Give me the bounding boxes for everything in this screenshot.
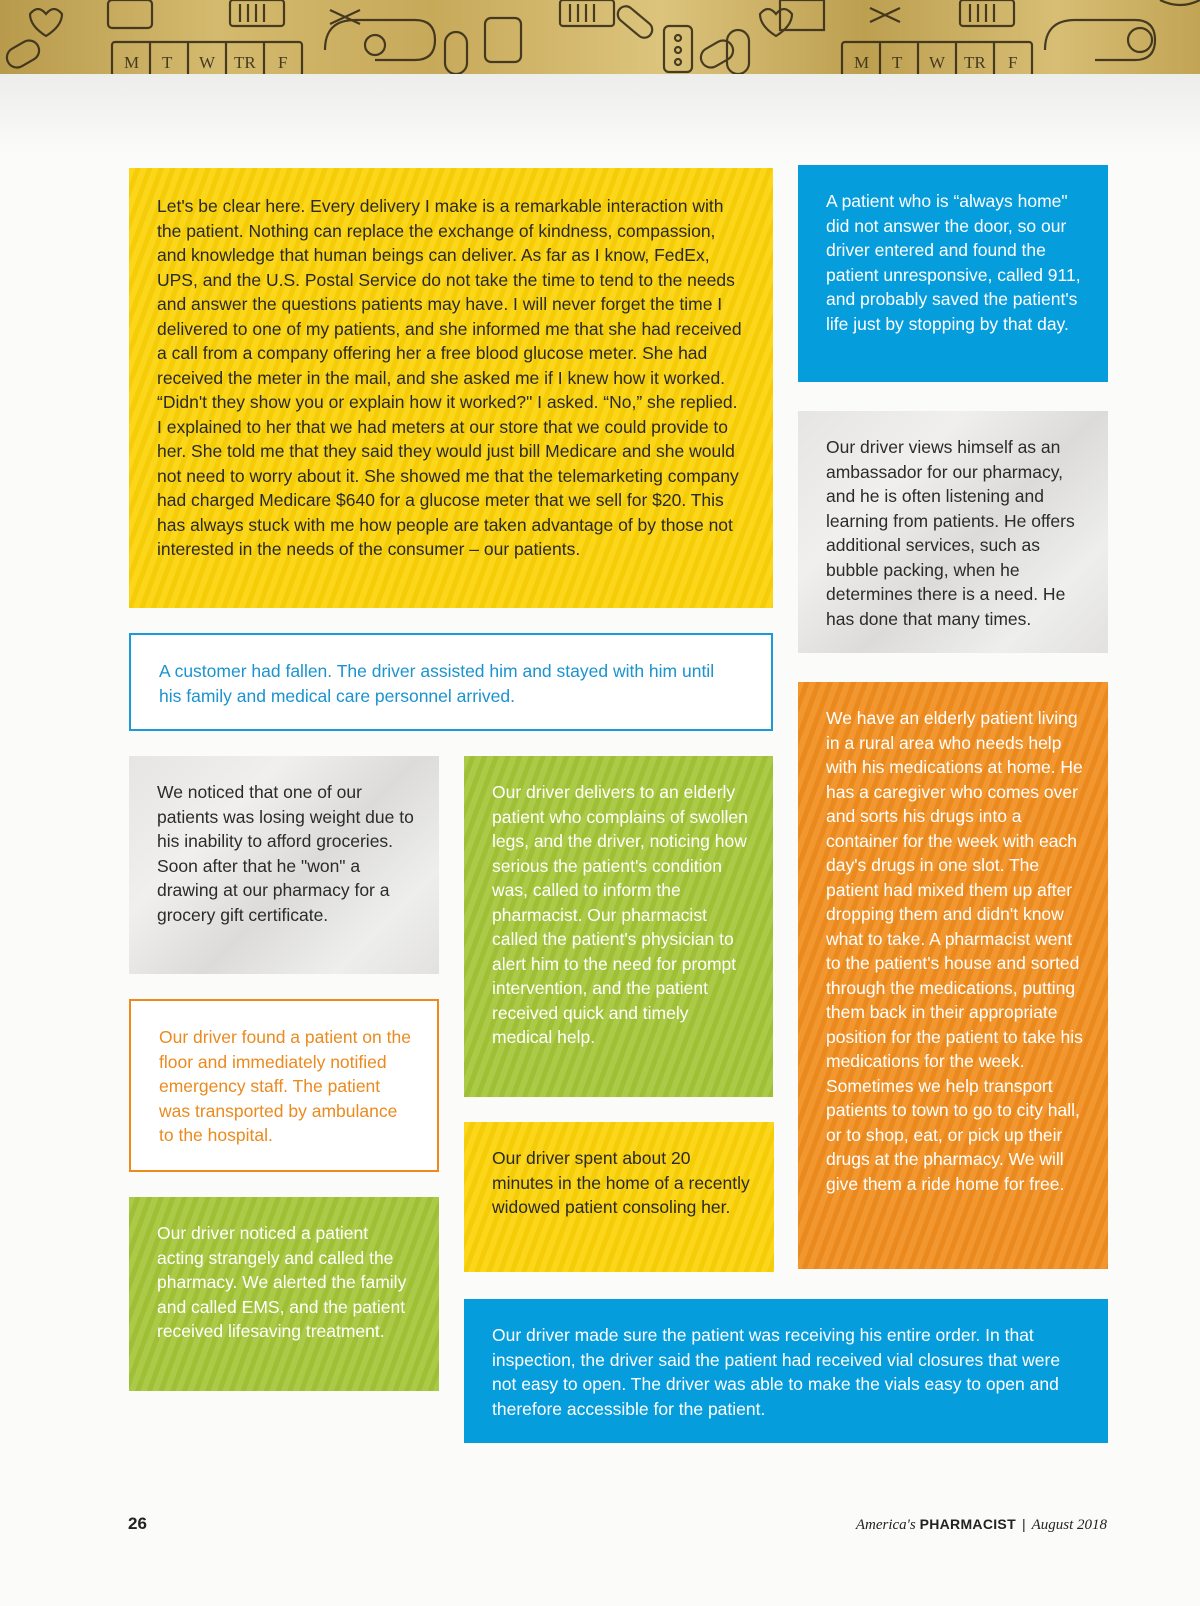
story-box-swollen-legs <box>464 756 773 1097</box>
story-box-main <box>129 168 773 608</box>
banner-shadow <box>0 74 1200 154</box>
magazine-name: PHARMACIST <box>919 1516 1016 1532</box>
story-box-vial-closures <box>464 1299 1108 1443</box>
weekday-letter: T <box>162 53 173 72</box>
story-text: Our driver spent about 20 minutes in the home of a recently widowed patient consoling her. <box>492 1148 750 1217</box>
story-text: We have an elderly patient living in a rural area who needs help with his medications at home. He has a caregiver who comes over and sorts his drugs into a container for the week with each day's drugs in one slot. The patient had mixed them up after dropping them and didn't know what to take. A pharmacist went to the patient's house and sorted through the medications, putting them back in their appropriate position for the patient to take his medications for the week. Sometimes we help transport patients to town to go to city hall, or to shop, eat, or pick up their drugs at the pharmacy. We will give them a ride home for free. <box>826 708 1083 1194</box>
header-banner <box>0 0 1200 74</box>
weekday-letter: W <box>199 53 216 72</box>
weekday-letter: F <box>1008 53 1018 72</box>
story-box-losing-weight <box>129 756 439 974</box>
story-text: A patient who is “always home" did not answer the door, so our driver entered and found the patient unresponsive, called 911, and probably saved the patient's life just by stopping by that day. <box>826 191 1081 334</box>
story-box-rural-patient <box>798 682 1108 1269</box>
story-text: Our driver noticed a patient acting strangely and called the pharmacy. We alerted the family and called EMS, and the patient received lifesaving treatment. <box>157 1223 407 1341</box>
story-box-found-on-floor <box>129 999 439 1172</box>
magazine-prefix: America's <box>855 1517 916 1533</box>
story-box-acting-strangely <box>129 1197 439 1391</box>
masthead-separator: | <box>1021 1516 1026 1532</box>
story-text: We noticed that one of our patients was losing weight due to his inability to afford groceries. Soon after that he "won" a drawing at our pharmacy for a grocery gift certificate. <box>157 782 414 925</box>
story-text: Let's be clear here. Every delivery I make is a remarkable interaction with the patient. Nothing can replace the exchange of kindness, compassion, and knowledge that human beings can deliver. As far as I know, FedEx, UPS, and the U.S. Postal Service do not take the time to tend to the needs and answer the questions patients may have. I will never forget the time I delivered to one of my patients, and she informed me that she had received a call from a company offering her a free blood glucose meter. She had received the meter in the mail, and she asked me if I knew how it worked. “Didn't they show you or explain how it worked?" I asked. “No,” she replied. I explained to her that we had meters at our store that we could provide to her. She told me that they said they would just bill Medicare and she would not need to worry about it. She showed me that the telemarketing company had charged Medicare $640 for a glucose meter that we sell for $20. This has always stuck with me how people are taken advantage of by those not interested in the needs of the consumer – our patients. <box>157 196 742 559</box>
weekday-letter: M <box>854 53 870 72</box>
story-text: Our driver made sure the patient was receiving his entire order. In that inspection, the driver said the patient had received vial closures that were not easy to open. The driver was able to make the vials easy to open and therefore accessible for the patient. <box>492 1325 1061 1419</box>
page-number: 26 <box>128 1514 147 1533</box>
story-text: Our driver found a patient on the floor and immediately notified emergency staff. The patient was transported by ambulance to the hospital. <box>159 1027 411 1145</box>
weekday-letter: M <box>124 53 140 72</box>
weekday-letter: F <box>278 53 288 72</box>
pharmacy-pattern-illustration <box>0 0 1200 74</box>
weekday-letter: T <box>892 53 903 72</box>
story-text: A customer had fallen. The driver assisted him and stayed with him until his family and medical care personnel arrived. <box>159 661 715 706</box>
story-box-ambassador <box>798 411 1108 653</box>
story-box-widowed-patient <box>464 1122 774 1272</box>
magazine-masthead <box>856 1516 1107 1534</box>
story-text: Our driver delivers to an elderly patient who complains of swollen legs, and the driver, noticing how serious the patient's condition was, called to inform the pharmacist. Our pharmacist called the patient's physician to alert him to the need for prompt intervention, and the patient received quick and timely medical help. <box>492 782 748 1047</box>
weekday-letter: W <box>929 53 946 72</box>
weekday-letter: TR <box>234 53 256 72</box>
story-text: Our driver views himself as an ambassador for our pharmacy, and he is often listening and learning from patients. He offers additional services, such as bubble packing, when he determines there is a need. He has done that many times. <box>826 437 1075 629</box>
issue-date: August 2018 <box>1031 1517 1107 1533</box>
story-box-fallen-customer <box>129 633 773 731</box>
story-box-always-home <box>798 165 1108 382</box>
weekday-letter: TR <box>964 53 986 72</box>
